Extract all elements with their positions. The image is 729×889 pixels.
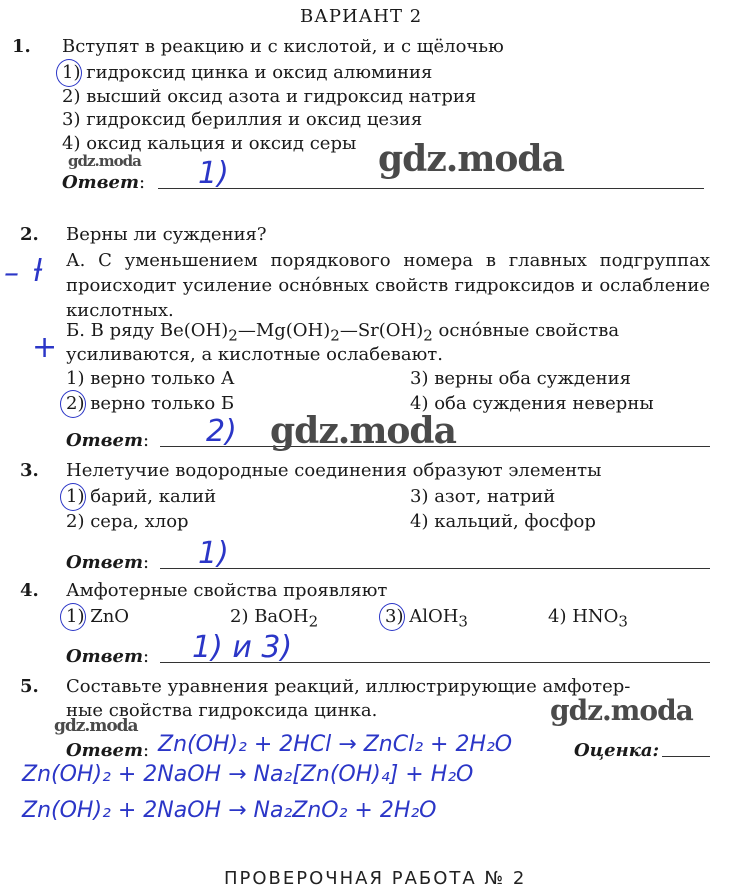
q4-handwritten-answer: 1) и 3) <box>192 630 293 665</box>
watermark-large: gdz.moda <box>270 410 456 452</box>
q4-option-2: 2) BaOH$_2$ <box>230 606 319 631</box>
q3-answer-circle <box>60 483 86 511</box>
q1-option-3: 3) гидроксид бериллия и оксид цезия <box>62 109 423 130</box>
q2-option-3: 3) верны оба суждения <box>410 368 631 389</box>
q3-option-1: 1) барий, калий <box>66 486 217 507</box>
q2-option-1: 1) верно только А <box>66 368 235 389</box>
q2-question: Верны ли суждения? <box>66 224 267 245</box>
q2-mark-a: – <box>4 256 19 291</box>
q5-answer-row: Ответ: <box>66 740 150 761</box>
q1-option-4: 4) оксид кальция и оксид серы <box>62 133 357 154</box>
q1-answer-line <box>158 188 704 189</box>
q4-number: 4. <box>20 580 39 601</box>
next-section-title-cut: ПРОВЕРОЧНАЯ РАБОТА № 2 <box>224 868 527 889</box>
q1-answer-circle <box>56 59 82 87</box>
q2-strike-mark: ƚ <box>34 254 43 289</box>
q3-handwritten-answer: 1) <box>198 536 229 571</box>
answer-label: Ответ <box>66 552 144 573</box>
q4-answer-circle-3 <box>379 603 405 631</box>
q5-equation-2: Zn(OH)₂ + 2NaOH → Na₂[Zn(OH)₄] + H₂O <box>22 762 474 787</box>
answer-label: Ответ <box>62 172 140 193</box>
watermark-medium: gdz.moda <box>550 694 693 727</box>
q1-option-1: 1) гидроксид цинка и оксид алюминия <box>62 62 433 83</box>
grade-label: Оценка: <box>574 740 660 761</box>
answer-label: Ответ <box>66 740 144 761</box>
q2-statement-b: Б. В ряду $Be(OH)_2—Mg(OH)_2—Sr(OH)_2$ осно́вные свойства <box>66 320 620 345</box>
q2-option-2: 2) верно только Б <box>66 393 235 414</box>
q3-number: 3. <box>20 460 39 481</box>
q2-answer-circle <box>60 390 86 418</box>
q5-equation-3: Zn(OH)₂ + 2NaOH → Na₂ZnO₂ + 2H₂O <box>22 798 437 823</box>
q1-option-2: 2) высший оксид азота и гидроксид натрия <box>62 86 477 107</box>
answer-label: Ответ <box>66 646 144 667</box>
watermark-small: gdz.moda <box>54 716 138 736</box>
q3-question: Нелетучие водородные соединения образуют элементы <box>66 460 602 481</box>
q1-question: Вступят в реакцию и с кислотой, и с щёлочью <box>62 36 504 57</box>
q1-number: 1. <box>12 36 31 57</box>
q4-question: Амфотерные свойства проявляют <box>66 580 388 601</box>
q2-answer-row: Ответ: <box>66 430 150 451</box>
q2-option-4: 4) оба суждения неверны <box>410 393 654 414</box>
q4-option-4: 4) $HNO_3$ <box>548 606 628 631</box>
q4-answer-row: Ответ: <box>66 646 150 667</box>
answer-label: Ответ <box>66 430 144 451</box>
q4-option-1: 1) ZnO <box>66 606 130 627</box>
q3-answer-row: Ответ: <box>66 552 150 573</box>
q5-equation-1: Zn(OH)₂ + 2HCl → ZnCl₂ + 2H₂O <box>158 732 513 757</box>
q2-number: 2. <box>20 224 39 245</box>
grade-line <box>662 756 710 757</box>
q4-option-3: 3) AlOH$_3$ <box>385 606 468 631</box>
q5-question-line-1: Составьте уравнения реакций, иллюстрирующие амфотер- <box>66 676 631 697</box>
q2-mark-b: + <box>32 330 58 365</box>
q4-answer-circle-1 <box>60 603 86 631</box>
q3-option-2: 2) сера, хлор <box>66 511 189 532</box>
q3-answer-line <box>160 568 710 569</box>
q5-question-line-2: ные свойства гидроксида цинка. <box>66 700 378 721</box>
q1-handwritten-answer: 1) <box>198 156 229 191</box>
q5-number: 5. <box>20 676 39 697</box>
q2-statement-a: А. С уменьшением порядкового номера в главных подгруппах происходит усиление осно́вных свойств гидроксидов и ослабление кислотных. <box>66 250 710 321</box>
page-header: ВАРИАНТ 2 <box>300 6 423 27</box>
q3-option-3: 3) азот, натрий <box>410 486 556 507</box>
watermark-small: gdz.moda <box>68 152 141 170</box>
q3-option-4: 4) кальций, фосфор <box>410 511 596 532</box>
q2-handwritten-answer: 2) <box>206 414 237 449</box>
watermark-large: gdz.moda <box>378 138 564 180</box>
q2-statement-b-line2: усиливаются, а кислотные ослабевают. <box>66 344 443 365</box>
q1-answer-row: Ответ: <box>62 172 146 193</box>
